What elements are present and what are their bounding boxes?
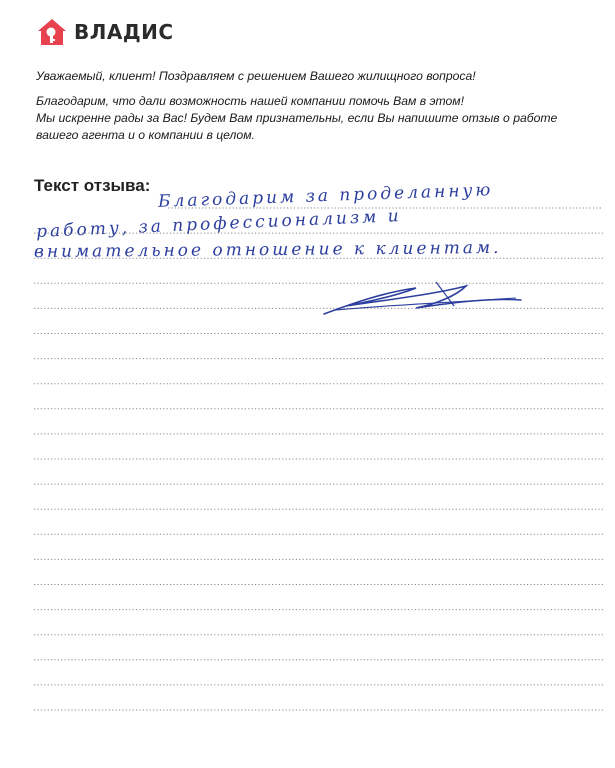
handwritten-line-3: внимательное отношение к клиентам. bbox=[33, 237, 502, 263]
handwritten-line-1: Благодарим за проделанную bbox=[157, 180, 494, 212]
request-line-cont: вашего агента и о компании в целом. bbox=[36, 128, 255, 142]
review-label: Текст отзыва: bbox=[34, 176, 151, 195]
request-line: Мы искренне рады за Вас! Будем Вам признательны, если Вы напишите отзыв о работе bbox=[36, 111, 558, 125]
handwritten-line-2: работу, за профессионализм и bbox=[35, 206, 402, 242]
brand-name: ВЛАДИС bbox=[74, 20, 174, 44]
thanks-line: Благодарим, что дали возможность нашей компании помочь Вам в этом! bbox=[36, 94, 465, 108]
greeting-line: Уважаемый, клиент! Поздравляем с решением Вашего жилищного вопроса! bbox=[36, 69, 476, 83]
signature-icon bbox=[316, 276, 526, 326]
